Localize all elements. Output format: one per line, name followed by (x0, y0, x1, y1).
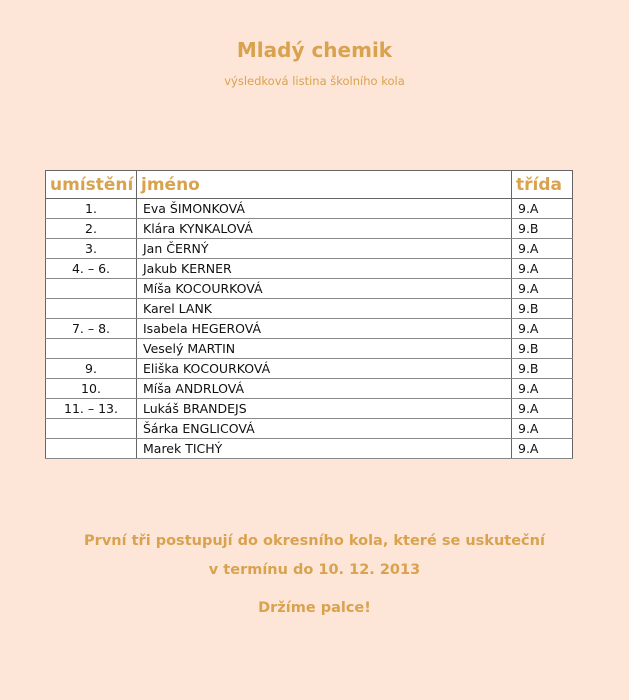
cell-class: 9.B (512, 359, 573, 379)
cell-rank: 4. – 6. (46, 259, 137, 279)
cell-name: Lukáš BRANDEJS (137, 399, 512, 419)
cell-class: 9.A (512, 199, 573, 219)
advancement-note: První tři postupují do okresního kola, které se uskuteční (84, 533, 545, 549)
cell-class: 9.B (512, 339, 573, 359)
cell-name: Klára KYNKALOVÁ (137, 219, 512, 239)
table-row (46, 359, 573, 379)
good-luck-note: Držíme palce! (258, 600, 371, 616)
cell-rank: 11. – 13. (46, 399, 137, 419)
cell-class: 9.A (512, 259, 573, 279)
cell-name: Šárka ENGLICOVÁ (137, 419, 512, 439)
cell-name: Marek TICHÝ (137, 439, 512, 459)
table-row (46, 219, 573, 239)
cell-class: 9.A (512, 279, 573, 299)
cell-class: 9.A (512, 379, 573, 399)
table-row (46, 299, 573, 319)
table-row (46, 419, 573, 439)
cell-name: Veselý MARTIN (137, 339, 512, 359)
table-row (46, 339, 573, 359)
table-row (46, 259, 573, 279)
cell-rank (46, 419, 137, 439)
cell-class: 9.A (512, 419, 573, 439)
cell-rank: 3. (46, 239, 137, 259)
cell-class: 9.A (512, 319, 573, 339)
cell-name: Isabela HEGEROVÁ (137, 319, 512, 339)
cell-name: Eliška KOCOURKOVÁ (137, 359, 512, 379)
results-table (45, 170, 573, 459)
page-title: Mladý chemik (236, 38, 393, 62)
cell-rank: 7. – 8. (46, 319, 137, 339)
cell-class: 9.B (512, 219, 573, 239)
date-note: v termínu do 10. 12. 2013 (208, 562, 421, 578)
cell-name: Jan ČERNÝ (137, 239, 512, 259)
column-header-name: jméno (137, 171, 512, 199)
column-header-rank: umístění (46, 171, 137, 199)
cell-rank: 1. (46, 199, 137, 219)
column-header-class: třída (512, 171, 573, 199)
cell-rank: 2. (46, 219, 137, 239)
cell-rank (46, 299, 137, 319)
table-row (46, 319, 573, 339)
cell-rank: 9. (46, 359, 137, 379)
cell-class: 9.A (512, 239, 573, 259)
table-row (46, 239, 573, 259)
cell-rank (46, 339, 137, 359)
cell-name: Míša KOCOURKOVÁ (137, 279, 512, 299)
table-row (46, 439, 573, 459)
cell-rank (46, 279, 137, 299)
table-header-row (46, 171, 573, 199)
table-row (46, 199, 573, 219)
cell-class: 9.A (512, 439, 573, 459)
table-row (46, 279, 573, 299)
cell-name: Eva ŠIMONKOVÁ (137, 199, 512, 219)
cell-rank: 10. (46, 379, 137, 399)
page-subtitle: výsledková listina školního kola (224, 74, 405, 88)
cell-rank (46, 439, 137, 459)
cell-class: 9.A (512, 399, 573, 419)
cell-name: Jakub KERNER (137, 259, 512, 279)
cell-class: 9.B (512, 299, 573, 319)
table-row (46, 399, 573, 419)
cell-name: Míša ANDRLOVÁ (137, 379, 512, 399)
table-row (46, 379, 573, 399)
cell-name: Karel LANK (137, 299, 512, 319)
